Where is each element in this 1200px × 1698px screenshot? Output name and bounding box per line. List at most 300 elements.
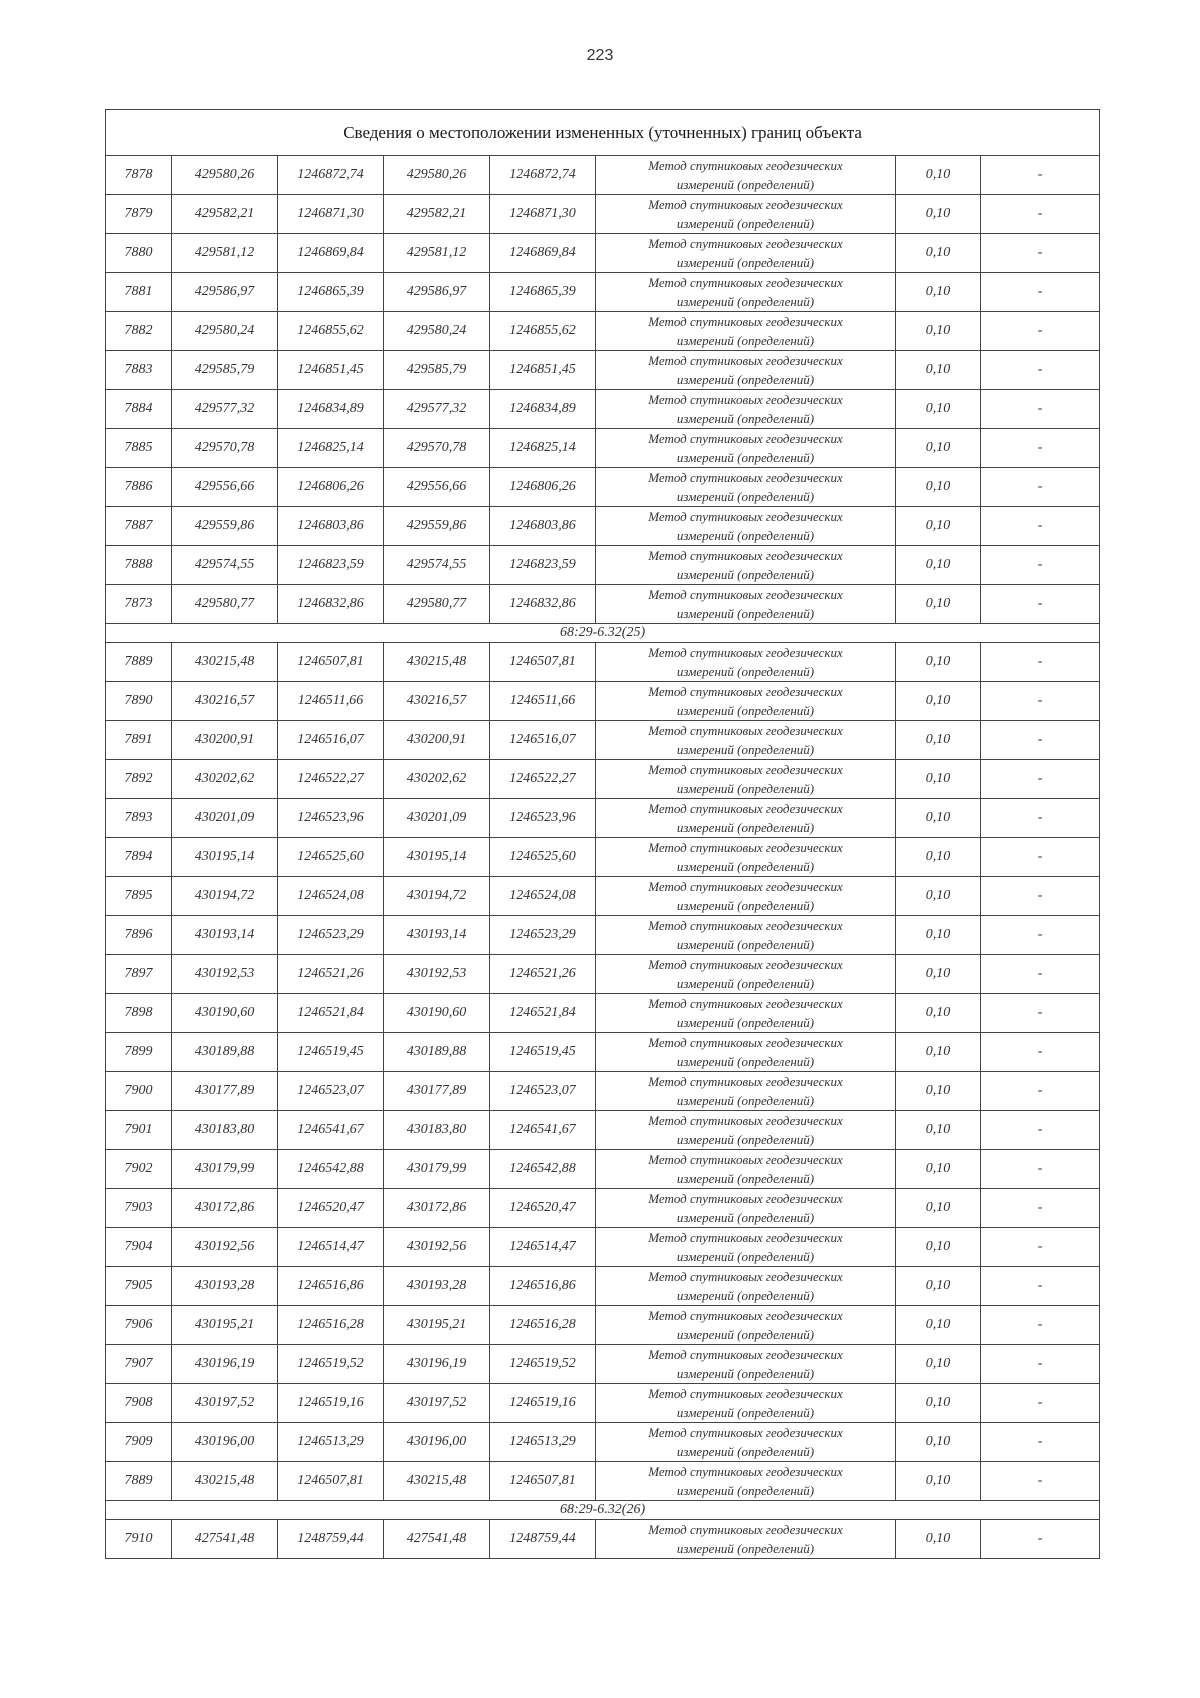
- x-old-cell: 430177,89: [172, 1072, 278, 1111]
- description-cell: -: [981, 1111, 1100, 1150]
- point-number-cell: 7892: [106, 760, 172, 799]
- point-number-cell: 7906: [106, 1306, 172, 1345]
- method-cell: [596, 585, 896, 624]
- method-line-2: измерений (определений): [676, 216, 815, 231]
- method-line-1: Метод спутниковых геодезических: [648, 957, 843, 972]
- table-row: [106, 507, 1100, 546]
- y-old-cell: 1246871,30: [278, 195, 384, 234]
- method-line-2: измерений (определений): [676, 1171, 815, 1186]
- y-old-cell: 1246522,27: [278, 760, 384, 799]
- y-old-cell: 1246823,59: [278, 546, 384, 585]
- table-row: [106, 195, 1100, 234]
- point-number-cell: 7885: [106, 429, 172, 468]
- x-old-cell: 430201,09: [172, 799, 278, 838]
- method-line-1: Метод спутниковых геодезических: [648, 236, 843, 251]
- x-new-cell: 430201,09: [384, 799, 490, 838]
- x-old-cell: 429574,55: [172, 546, 278, 585]
- table-row: [106, 1189, 1100, 1228]
- method-line-1: Метод спутниковых геодезических: [648, 840, 843, 855]
- description-cell: -: [981, 1423, 1100, 1462]
- table-row: [106, 1111, 1100, 1150]
- description-cell: -: [981, 1462, 1100, 1501]
- accuracy-cell: 0,10: [896, 1423, 981, 1462]
- method-line-2: измерений (определений): [676, 411, 815, 426]
- y-old-cell: 1246511,66: [278, 682, 384, 721]
- table-row: [106, 1150, 1100, 1189]
- method-cell: [596, 955, 896, 994]
- table-row: [106, 799, 1100, 838]
- x-old-cell: 430192,56: [172, 1228, 278, 1267]
- x-new-cell: 430200,91: [384, 721, 490, 760]
- method-line-1: Метод спутниковых геодезических: [648, 1074, 843, 1089]
- y-new-cell: 1246519,16: [490, 1384, 596, 1423]
- description-cell: -: [981, 1189, 1100, 1228]
- y-old-cell: 1248759,44: [278, 1520, 384, 1559]
- y-old-cell: 1246542,88: [278, 1150, 384, 1189]
- point-number-cell: 7886: [106, 468, 172, 507]
- accuracy-cell: 0,10: [896, 390, 981, 429]
- y-old-cell: 1246516,28: [278, 1306, 384, 1345]
- method-line-1: Метод спутниковых геодезических: [648, 1035, 843, 1050]
- y-new-cell: 1246516,07: [490, 721, 596, 760]
- y-old-cell: 1246523,07: [278, 1072, 384, 1111]
- point-number-cell: 7895: [106, 877, 172, 916]
- description-cell: -: [981, 234, 1100, 273]
- method-line-1: Метод спутниковых геодезических: [648, 723, 843, 738]
- method-line-2: измерений (определений): [676, 1093, 815, 1108]
- y-old-cell: 1246513,29: [278, 1423, 384, 1462]
- y-old-cell: 1246524,08: [278, 877, 384, 916]
- table-row: [106, 273, 1100, 312]
- table-row: [106, 682, 1100, 721]
- x-new-cell: 429570,78: [384, 429, 490, 468]
- method-line-1: Метод спутниковых геодезических: [648, 1464, 843, 1479]
- table-row: [106, 312, 1100, 351]
- accuracy-cell: 0,10: [896, 195, 981, 234]
- method-line-1: Метод спутниковых геодезических: [648, 1386, 843, 1401]
- method-cell: [596, 351, 896, 390]
- accuracy-cell: 0,10: [896, 1462, 981, 1501]
- method-line-2: измерений (определений): [676, 1444, 815, 1459]
- description-cell: -: [981, 799, 1100, 838]
- method-line-2: измерений (определений): [676, 606, 815, 621]
- y-old-cell: 1246521,26: [278, 955, 384, 994]
- table-row: [106, 468, 1100, 507]
- description-cell: -: [981, 156, 1100, 195]
- y-old-cell: 1246869,84: [278, 234, 384, 273]
- method-line-2: измерений (определений): [676, 489, 815, 504]
- method-line-2: измерений (определений): [676, 255, 815, 270]
- x-new-cell: 430192,53: [384, 955, 490, 994]
- point-number-cell: 7909: [106, 1423, 172, 1462]
- y-old-cell: 1246832,86: [278, 585, 384, 624]
- method-cell: [596, 234, 896, 273]
- y-new-cell: 1246514,47: [490, 1228, 596, 1267]
- method-line-1: Метод спутниковых геодезических: [648, 684, 843, 699]
- method-line-1: Метод спутниковых геодезических: [648, 587, 843, 602]
- x-new-cell: 430194,72: [384, 877, 490, 916]
- y-new-cell: 1246803,86: [490, 507, 596, 546]
- x-old-cell: 430193,28: [172, 1267, 278, 1306]
- description-cell: -: [981, 468, 1100, 507]
- x-old-cell: 429580,24: [172, 312, 278, 351]
- point-number-cell: 7889: [106, 643, 172, 682]
- method-cell: [596, 916, 896, 955]
- y-new-cell: 1246869,84: [490, 234, 596, 273]
- y-old-cell: 1246851,45: [278, 351, 384, 390]
- y-new-cell: 1246522,27: [490, 760, 596, 799]
- method-line-1: Метод спутниковых геодезических: [648, 645, 843, 660]
- x-new-cell: 430193,14: [384, 916, 490, 955]
- y-new-cell: 1246516,86: [490, 1267, 596, 1306]
- accuracy-cell: 0,10: [896, 1520, 981, 1559]
- method-line-2: измерений (определений): [676, 1327, 815, 1342]
- point-number-cell: 7903: [106, 1189, 172, 1228]
- point-number-cell: 7878: [106, 156, 172, 195]
- table-row: [106, 643, 1100, 682]
- table-row: [106, 390, 1100, 429]
- method-line-2: измерений (определений): [676, 333, 815, 348]
- table-row: [106, 1520, 1100, 1559]
- method-line-2: измерений (определений): [676, 528, 815, 543]
- y-new-cell: 1246825,14: [490, 429, 596, 468]
- x-new-cell: 429559,86: [384, 507, 490, 546]
- accuracy-cell: 0,10: [896, 312, 981, 351]
- accuracy-cell: 0,10: [896, 877, 981, 916]
- point-number-cell: 7902: [106, 1150, 172, 1189]
- method-cell: [596, 1345, 896, 1384]
- x-new-cell: 429585,79: [384, 351, 490, 390]
- table-row: [106, 546, 1100, 585]
- table-row: [106, 1345, 1100, 1384]
- method-line-2: измерений (определений): [676, 450, 815, 465]
- table-row: [106, 1306, 1100, 1345]
- accuracy-cell: 0,10: [896, 1033, 981, 1072]
- method-line-1: Метод спутниковых геодезических: [648, 470, 843, 485]
- point-number-cell: 7890: [106, 682, 172, 721]
- table-row: [106, 1228, 1100, 1267]
- accuracy-cell: 0,10: [896, 760, 981, 799]
- x-new-cell: 430215,48: [384, 643, 490, 682]
- y-new-cell: 1246851,45: [490, 351, 596, 390]
- y-old-cell: 1246806,26: [278, 468, 384, 507]
- description-cell: -: [981, 838, 1100, 877]
- accuracy-cell: 0,10: [896, 1267, 981, 1306]
- description-cell: -: [981, 1033, 1100, 1072]
- point-number-cell: 7908: [106, 1384, 172, 1423]
- method-cell: [596, 156, 896, 195]
- accuracy-cell: 0,10: [896, 994, 981, 1033]
- y-old-cell: 1246803,86: [278, 507, 384, 546]
- method-cell: [596, 721, 896, 760]
- table-row: [106, 1462, 1100, 1501]
- accuracy-cell: 0,10: [896, 156, 981, 195]
- table-row: [106, 1033, 1100, 1072]
- method-line-1: Метод спутниковых геодезических: [648, 801, 843, 816]
- description-cell: -: [981, 994, 1100, 1033]
- x-new-cell: 429581,12: [384, 234, 490, 273]
- x-new-cell: 430179,99: [384, 1150, 490, 1189]
- point-number-cell: 7910: [106, 1520, 172, 1559]
- table-row: [106, 838, 1100, 877]
- x-new-cell: 429580,24: [384, 312, 490, 351]
- method-line-1: Метод спутниковых геодезических: [648, 1308, 843, 1323]
- method-cell: [596, 312, 896, 351]
- method-cell: [596, 546, 896, 585]
- accuracy-cell: 0,10: [896, 468, 981, 507]
- method-line-2: измерений (определений): [676, 372, 815, 387]
- y-old-cell: 1246519,52: [278, 1345, 384, 1384]
- x-new-cell: 430172,86: [384, 1189, 490, 1228]
- point-number-cell: 7899: [106, 1033, 172, 1072]
- description-cell: -: [981, 1306, 1100, 1345]
- y-new-cell: 1246507,81: [490, 1462, 596, 1501]
- point-number-cell: 7901: [106, 1111, 172, 1150]
- table-row: [106, 429, 1100, 468]
- method-line-1: Метод спутниковых геодезических: [648, 1191, 843, 1206]
- method-cell: [596, 994, 896, 1033]
- y-new-cell: 1246832,86: [490, 585, 596, 624]
- description-cell: -: [981, 1267, 1100, 1306]
- y-new-cell: 1246871,30: [490, 195, 596, 234]
- x-new-cell: 430216,57: [384, 682, 490, 721]
- method-line-2: измерений (определений): [676, 1054, 815, 1069]
- y-old-cell: 1246516,86: [278, 1267, 384, 1306]
- description-cell: -: [981, 1228, 1100, 1267]
- method-line-1: Метод спутниковых геодезических: [648, 996, 843, 1011]
- x-new-cell: 430192,56: [384, 1228, 490, 1267]
- method-line-2: измерений (определений): [676, 1541, 815, 1556]
- description-cell: -: [981, 195, 1100, 234]
- x-old-cell: 430200,91: [172, 721, 278, 760]
- x-new-cell: 430202,62: [384, 760, 490, 799]
- x-old-cell: 430215,48: [172, 1462, 278, 1501]
- description-cell: -: [981, 1520, 1100, 1559]
- method-cell: [596, 1520, 896, 1559]
- point-number-cell: 7873: [106, 585, 172, 624]
- method-line-1: Метод спутниковых геодезических: [648, 1522, 843, 1537]
- method-line-1: Метод спутниковых геодезических: [648, 1113, 843, 1128]
- x-old-cell: 429582,21: [172, 195, 278, 234]
- y-old-cell: 1246525,60: [278, 838, 384, 877]
- method-line-1: Метод спутниковых геодезических: [648, 431, 843, 446]
- accuracy-cell: 0,10: [896, 546, 981, 585]
- accuracy-cell: 0,10: [896, 1384, 981, 1423]
- y-old-cell: 1246507,81: [278, 643, 384, 682]
- y-new-cell: 1248759,44: [490, 1520, 596, 1559]
- method-line-2: измерений (определений): [676, 1015, 815, 1030]
- x-new-cell: 429574,55: [384, 546, 490, 585]
- point-number-cell: 7896: [106, 916, 172, 955]
- method-line-2: измерений (определений): [676, 1483, 815, 1498]
- x-old-cell: 430216,57: [172, 682, 278, 721]
- description-cell: -: [981, 877, 1100, 916]
- accuracy-cell: 0,10: [896, 682, 981, 721]
- x-new-cell: 430197,52: [384, 1384, 490, 1423]
- x-old-cell: 429585,79: [172, 351, 278, 390]
- x-old-cell: 430183,80: [172, 1111, 278, 1150]
- method-cell: [596, 507, 896, 546]
- method-line-2: измерений (определений): [676, 976, 815, 991]
- y-old-cell: 1246523,96: [278, 799, 384, 838]
- method-line-1: Метод спутниковых геодезических: [648, 392, 843, 407]
- point-number-cell: 7889: [106, 1462, 172, 1501]
- y-old-cell: 1246523,29: [278, 916, 384, 955]
- method-cell: [596, 682, 896, 721]
- y-old-cell: 1246519,16: [278, 1384, 384, 1423]
- description-cell: -: [981, 1384, 1100, 1423]
- x-new-cell: 430195,21: [384, 1306, 490, 1345]
- method-line-2: измерений (определений): [676, 898, 815, 913]
- y-new-cell: 1246806,26: [490, 468, 596, 507]
- y-new-cell: 1246519,45: [490, 1033, 596, 1072]
- x-new-cell: 429577,32: [384, 390, 490, 429]
- x-new-cell: 430177,89: [384, 1072, 490, 1111]
- accuracy-cell: 0,10: [896, 1111, 981, 1150]
- table-row: [106, 721, 1100, 760]
- point-number-cell: 7880: [106, 234, 172, 273]
- x-old-cell: 430195,21: [172, 1306, 278, 1345]
- y-old-cell: 1246521,84: [278, 994, 384, 1033]
- method-line-1: Метод спутниковых геодезических: [648, 1269, 843, 1284]
- method-cell: [596, 1033, 896, 1072]
- x-old-cell: 429577,32: [172, 390, 278, 429]
- x-old-cell: 430189,88: [172, 1033, 278, 1072]
- x-new-cell: 430190,60: [384, 994, 490, 1033]
- x-old-cell: 429556,66: [172, 468, 278, 507]
- table-title: Сведения о местоположении измененных (уточненных) границ объекта: [106, 110, 1100, 156]
- point-number-cell: 7881: [106, 273, 172, 312]
- point-number-cell: 7891: [106, 721, 172, 760]
- y-new-cell: 1246519,52: [490, 1345, 596, 1384]
- accuracy-cell: 0,10: [896, 955, 981, 994]
- description-cell: -: [981, 390, 1100, 429]
- x-new-cell: 429580,26: [384, 156, 490, 195]
- method-cell: [596, 390, 896, 429]
- y-new-cell: 1246507,81: [490, 643, 596, 682]
- x-old-cell: 430196,00: [172, 1423, 278, 1462]
- method-line-1: Метод спутниковых геодезических: [648, 918, 843, 933]
- point-number-cell: 7897: [106, 955, 172, 994]
- accuracy-cell: 0,10: [896, 585, 981, 624]
- method-cell: [596, 1150, 896, 1189]
- accuracy-cell: 0,10: [896, 429, 981, 468]
- x-new-cell: 429582,21: [384, 195, 490, 234]
- method-line-2: измерений (определений): [676, 1210, 815, 1225]
- y-old-cell: 1246507,81: [278, 1462, 384, 1501]
- method-cell: [596, 273, 896, 312]
- accuracy-cell: 0,10: [896, 1072, 981, 1111]
- x-old-cell: 429580,77: [172, 585, 278, 624]
- point-number-cell: 7907: [106, 1345, 172, 1384]
- x-old-cell: 427541,48: [172, 1520, 278, 1559]
- method-line-1: Метод спутниковых геодезических: [648, 879, 843, 894]
- y-old-cell: 1246516,07: [278, 721, 384, 760]
- table-row: [106, 760, 1100, 799]
- method-line-2: измерений (определений): [676, 177, 815, 192]
- x-old-cell: 430196,19: [172, 1345, 278, 1384]
- accuracy-cell: 0,10: [896, 1150, 981, 1189]
- x-new-cell: 430195,14: [384, 838, 490, 877]
- point-number-cell: 7893: [106, 799, 172, 838]
- method-cell: [596, 1228, 896, 1267]
- x-new-cell: 430193,28: [384, 1267, 490, 1306]
- accuracy-cell: 0,10: [896, 234, 981, 273]
- y-new-cell: 1246524,08: [490, 877, 596, 916]
- method-cell: [596, 760, 896, 799]
- point-number-cell: 7888: [106, 546, 172, 585]
- x-old-cell: 430192,53: [172, 955, 278, 994]
- x-new-cell: 430196,19: [384, 1345, 490, 1384]
- x-old-cell: 430172,86: [172, 1189, 278, 1228]
- y-new-cell: 1246865,39: [490, 273, 596, 312]
- description-cell: -: [981, 546, 1100, 585]
- method-cell: [596, 1423, 896, 1462]
- table-row: [106, 1267, 1100, 1306]
- method-line-2: измерений (определений): [676, 294, 815, 309]
- accuracy-cell: 0,10: [896, 507, 981, 546]
- y-new-cell: 1246855,62: [490, 312, 596, 351]
- accuracy-cell: 0,10: [896, 1189, 981, 1228]
- y-old-cell: 1246872,74: [278, 156, 384, 195]
- y-old-cell: 1246865,39: [278, 273, 384, 312]
- y-old-cell: 1246855,62: [278, 312, 384, 351]
- y-new-cell: 1246520,47: [490, 1189, 596, 1228]
- table-row: [106, 1384, 1100, 1423]
- x-old-cell: 430179,99: [172, 1150, 278, 1189]
- y-new-cell: 1246872,74: [490, 156, 596, 195]
- table-row: [106, 994, 1100, 1033]
- method-line-1: Метод спутниковых геодезических: [648, 509, 843, 524]
- method-line-2: измерений (определений): [676, 781, 815, 796]
- x-old-cell: 429570,78: [172, 429, 278, 468]
- accuracy-cell: 0,10: [896, 1228, 981, 1267]
- x-old-cell: 429581,12: [172, 234, 278, 273]
- point-number-cell: 7894: [106, 838, 172, 877]
- y-new-cell: 1246541,67: [490, 1111, 596, 1150]
- method-cell: [596, 1462, 896, 1501]
- description-cell: -: [981, 955, 1100, 994]
- description-cell: -: [981, 1150, 1100, 1189]
- method-line-1: Метод спутниковых геодезических: [648, 1347, 843, 1362]
- x-old-cell: 430197,52: [172, 1384, 278, 1423]
- table-row: [106, 585, 1100, 624]
- table-body: [106, 110, 1100, 1559]
- method-cell: [596, 1306, 896, 1345]
- description-cell: -: [981, 760, 1100, 799]
- description-cell: -: [981, 916, 1100, 955]
- table-row: [106, 955, 1100, 994]
- method-line-1: Метод спутниковых геодезических: [648, 1425, 843, 1440]
- table-header-row: [106, 110, 1100, 156]
- y-old-cell: 1246834,89: [278, 390, 384, 429]
- method-cell: [596, 877, 896, 916]
- description-cell: -: [981, 721, 1100, 760]
- y-new-cell: 1246542,88: [490, 1150, 596, 1189]
- section-label: 68:29-6.32(26): [106, 1501, 1100, 1520]
- y-new-cell: 1246511,66: [490, 682, 596, 721]
- x-old-cell: 430194,72: [172, 877, 278, 916]
- section-label: 68:29-6.32(25): [106, 624, 1100, 643]
- boundary-coordinates-table: [105, 109, 1100, 1559]
- accuracy-cell: 0,10: [896, 1306, 981, 1345]
- accuracy-cell: 0,10: [896, 1345, 981, 1384]
- x-old-cell: 429586,97: [172, 273, 278, 312]
- x-new-cell: 430183,80: [384, 1111, 490, 1150]
- method-line-1: Метод спутниковых геодезических: [648, 158, 843, 173]
- method-cell: [596, 1384, 896, 1423]
- x-old-cell: 429559,86: [172, 507, 278, 546]
